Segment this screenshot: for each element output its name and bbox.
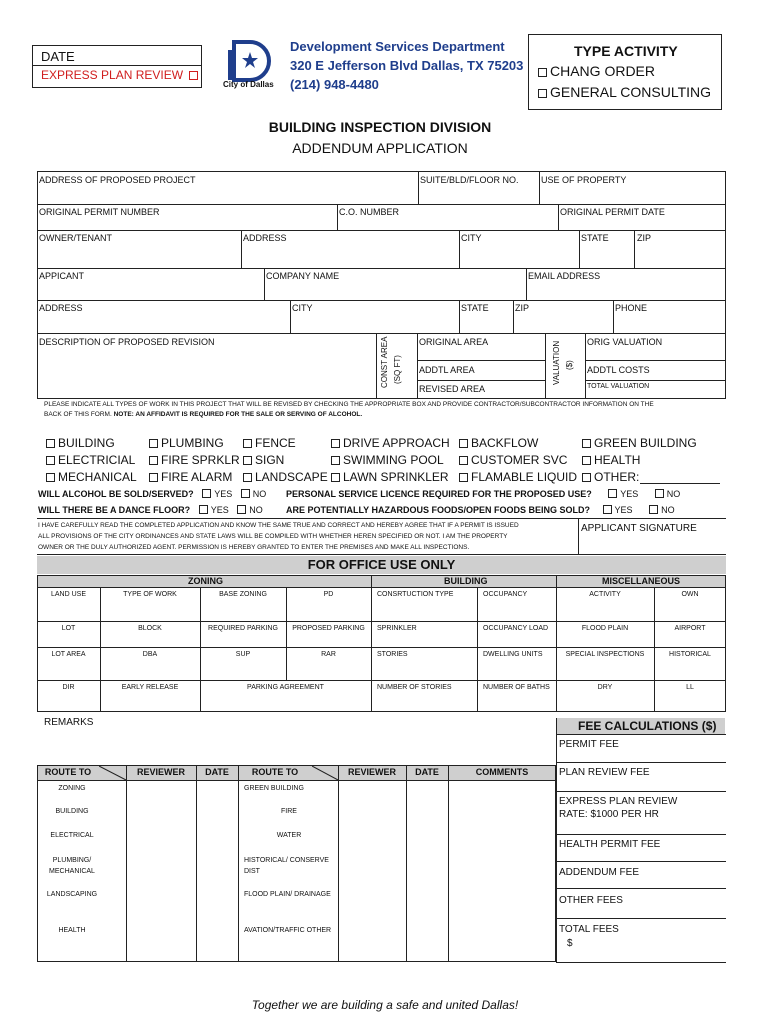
work-type-label: FLAMABLE LIQUID bbox=[471, 470, 578, 484]
division-title: BUILDING INSPECTION DIVISION bbox=[268, 119, 492, 135]
office-field[interactable]: REQUIRED PARKING bbox=[208, 625, 278, 632]
work-type-label: PLUMBING bbox=[161, 436, 224, 450]
email-address-field[interactable]: EMAIL ADDRESS bbox=[528, 271, 601, 281]
work-type-option[interactable] bbox=[46, 436, 115, 450]
general-consulting-label: GENERAL CONSULTING bbox=[550, 84, 712, 100]
office-field[interactable]: NUMBER OF BATHS bbox=[483, 684, 550, 691]
work-type-option[interactable] bbox=[46, 470, 137, 484]
route-to-item: ZONING bbox=[58, 785, 86, 792]
work-type-label: LAWN SPRINKLER bbox=[343, 470, 449, 484]
office-field[interactable]: SPECIAL INSPECTIONS bbox=[565, 651, 645, 658]
affidavit-note: NOTE: AN AFFIDAVIT IS REQUIRED FOR THE SALE OR SERVING OF ALCOHOL. bbox=[113, 411, 363, 418]
alcohol-question: WILL ALCOHOL BE SOLD/SERVED? bbox=[38, 489, 194, 499]
work-type-checkbox[interactable] bbox=[46, 456, 55, 465]
work-type-label: MECHANICAL bbox=[58, 470, 137, 484]
office-use-title: FOR OFFICE USE ONLY bbox=[307, 557, 456, 572]
dept-address: 320 E Jefferson Blvd Dallas, TX 75203 bbox=[290, 58, 524, 73]
office-field[interactable]: AIRPORT bbox=[674, 625, 706, 632]
route-diagonal-left bbox=[99, 766, 126, 780]
office-field[interactable]: DIR bbox=[62, 684, 75, 691]
dance-question-row bbox=[38, 505, 263, 515]
office-field[interactable]: OCCUPANCY bbox=[483, 591, 528, 598]
owner-tenant-field[interactable]: OWNER/TENANT bbox=[39, 233, 112, 243]
office-field[interactable]: PROPOSED PARKING bbox=[292, 625, 365, 632]
alcohol-question-row bbox=[38, 489, 266, 499]
type-general-consulting-option[interactable] bbox=[538, 84, 711, 100]
work-type-checkbox[interactable] bbox=[331, 439, 340, 448]
work-type-label: FIRE SPRKLR bbox=[161, 453, 240, 467]
work-type-option[interactable] bbox=[459, 436, 538, 450]
other-blank-line bbox=[640, 483, 720, 484]
instructions-line1: PLEASE INDICATE ALL TYPES OF WORK IN THIS PROJECT THAT WILL BE REVISED BY CHECKING THE APPROPRIATE BOX AND PROVIDE CONTRACTOR/SUBCONTRACTOR INFORMATION ON THE bbox=[44, 401, 654, 408]
total-fees-dollar: $ bbox=[567, 938, 573, 949]
office-field[interactable]: FLOOD PLAIN bbox=[581, 625, 629, 632]
dance-no-label: NO bbox=[249, 505, 263, 515]
work-type-label: SIGN bbox=[255, 453, 285, 467]
change-order-checkbox[interactable] bbox=[538, 68, 547, 77]
route-to-item: FIRE bbox=[281, 808, 297, 815]
work-type-checkbox[interactable] bbox=[46, 439, 55, 448]
work-type-checkbox[interactable] bbox=[459, 439, 468, 448]
work-type-option[interactable] bbox=[582, 453, 640, 467]
foods-yes-checkbox[interactable] bbox=[603, 505, 612, 514]
original-area-field[interactable]: ORIGINAL AREA bbox=[419, 337, 489, 347]
applicant-city-field[interactable]: CITY bbox=[292, 303, 313, 313]
plan-review-fee-field[interactable]: PLAN REVIEW FEE bbox=[559, 767, 650, 778]
dance-yes-label: YES bbox=[210, 505, 229, 515]
routing-header: REVIEWER bbox=[347, 767, 396, 777]
route-to-item: GREEN BUILDING bbox=[244, 785, 304, 792]
alcohol-yes-label: YES bbox=[214, 489, 233, 499]
footer-slogan: Together we are building a safe and united Dallas! bbox=[251, 998, 519, 1012]
work-type-label: LANDSCAPE bbox=[255, 470, 328, 484]
use-of-property-field[interactable]: USE OF PROPERTY bbox=[541, 175, 627, 185]
express-plan-review-fee[interactable]: EXPRESS PLAN REVIEW bbox=[559, 796, 678, 807]
route-to-item: LANDSCAPING bbox=[46, 891, 98, 898]
instructions-line2 bbox=[44, 411, 362, 418]
routing-header: DATE bbox=[415, 767, 439, 777]
express-checkbox[interactable] bbox=[189, 71, 198, 80]
office-field[interactable]: PARKING AGREEMENT bbox=[247, 684, 324, 691]
work-type-label: FIRE ALARM bbox=[161, 470, 233, 484]
routing-header: DATE bbox=[205, 767, 229, 777]
office-field[interactable]: LOT bbox=[61, 625, 76, 632]
work-type-checkbox[interactable] bbox=[149, 439, 158, 448]
licence-yes-checkbox[interactable] bbox=[608, 489, 617, 498]
change-order-label: CHANG ORDER bbox=[550, 63, 656, 79]
work-type-label: GREEN BUILDING bbox=[594, 436, 697, 450]
office-field[interactable]: SUP bbox=[235, 651, 251, 658]
route-to-item: FLOOD PLAIN/ DRAINAGE bbox=[244, 891, 331, 898]
routing-header: ROUTE TO bbox=[44, 767, 92, 777]
work-type-checkbox[interactable] bbox=[459, 473, 468, 482]
work-type-option[interactable] bbox=[149, 470, 232, 484]
foods-yes-label: YES bbox=[614, 505, 633, 515]
addtl-area-field[interactable]: ADDTL AREA bbox=[419, 365, 475, 375]
foods-question: ARE POTENTIALLY HAZARDOUS FOODS/OPEN FOODS BEING SOLD? bbox=[286, 505, 591, 515]
route-to-item: ELECTRICAL bbox=[50, 832, 94, 839]
routing-header: COMMENTS bbox=[475, 767, 529, 777]
foods-no-label: NO bbox=[661, 505, 675, 515]
route-to-item: PLUMBING/ MECHANICAL bbox=[49, 857, 95, 875]
instructions-back: BACK OF THIS FORM. bbox=[44, 411, 112, 418]
work-type-option[interactable] bbox=[331, 470, 449, 484]
work-type-option[interactable] bbox=[243, 453, 284, 467]
work-type-checkbox[interactable] bbox=[243, 456, 252, 465]
owner-city-field[interactable]: CITY bbox=[461, 233, 482, 243]
work-type-checkbox[interactable] bbox=[243, 473, 252, 482]
form-title: ADDENDUM APPLICATION bbox=[292, 140, 468, 156]
work-type-label: ELECTRICIAL bbox=[58, 453, 136, 467]
dance-yes-checkbox[interactable] bbox=[199, 505, 208, 514]
routing-header: ROUTE TO bbox=[251, 767, 299, 777]
building-header: BUILDING bbox=[444, 576, 488, 586]
addendum-fee-field[interactable]: ADDENDUM FEE bbox=[559, 867, 640, 878]
work-type-label: HEALTH bbox=[594, 453, 641, 467]
work-type-label: CUSTOMER SVC bbox=[471, 453, 568, 467]
health-permit-fee-field[interactable]: HEALTH PERMIT FEE bbox=[559, 839, 661, 850]
work-type-option[interactable] bbox=[331, 453, 444, 467]
work-type-option[interactable] bbox=[331, 436, 450, 450]
applicant-zip-field[interactable]: ZIP bbox=[515, 303, 530, 313]
route-to-item: BUILDING bbox=[55, 808, 89, 815]
work-type-option[interactable] bbox=[46, 453, 135, 467]
dance-question: WILL THERE BE A DANCE FLOOR? bbox=[38, 505, 191, 515]
original-permit-date-field[interactable]: ORIGINAL PERMIT DATE bbox=[560, 207, 665, 217]
work-type-label: FENCE bbox=[255, 436, 296, 450]
type-change-order-option[interactable] bbox=[538, 63, 655, 79]
applicant-state-field[interactable]: STATE bbox=[461, 303, 489, 313]
permit-fee-field[interactable]: PERMIT FEE bbox=[559, 739, 619, 750]
const-area-unit: (SQ FT) bbox=[393, 355, 402, 384]
express-label: EXPRESS PLAN REVIEW bbox=[41, 68, 184, 82]
alcohol-no-checkbox[interactable] bbox=[241, 489, 250, 498]
office-field[interactable]: DBA bbox=[142, 651, 158, 658]
work-type-option[interactable] bbox=[149, 453, 240, 467]
work-type-checkbox[interactable] bbox=[331, 456, 340, 465]
work-type-label: BUILDING bbox=[58, 436, 115, 450]
licence-question: PERSONAL SERVICE LICENCE REQUIRED FOR THE PROPOSED USE? bbox=[286, 489, 592, 499]
office-field[interactable]: BLOCK bbox=[138, 625, 162, 632]
foods-no-checkbox[interactable] bbox=[649, 505, 658, 514]
office-field[interactable]: LL bbox=[686, 684, 694, 691]
office-field[interactable]: NUMBER OF STORIES bbox=[377, 684, 452, 691]
applicant-address-field[interactable]: ADDRESS bbox=[39, 303, 83, 313]
alcohol-yes-checkbox[interactable] bbox=[202, 489, 211, 498]
route-diagonal-right bbox=[312, 766, 338, 780]
work-type-checkbox[interactable] bbox=[459, 456, 468, 465]
owner-address-field[interactable]: ADDRESS bbox=[243, 233, 287, 243]
office-field[interactable]: CONSRTUCTION TYPE bbox=[377, 591, 454, 598]
office-field[interactable]: BASE ZONING bbox=[219, 591, 267, 598]
licence-yes-label: YES bbox=[620, 489, 639, 499]
total-valuation-field[interactable]: TOTAL VALUATION bbox=[587, 383, 650, 390]
certification-line3: OWNER OR THE DULY AUTHORIZED AGENT. PERMISSION IS HEREBY GRANTED TO ENTER THE PREMISES AND MAKE ALL INSPECTIONS. bbox=[38, 544, 470, 551]
co-number-field[interactable]: C.O. NUMBER bbox=[339, 207, 400, 217]
company-name-field[interactable]: COMPANY NAME bbox=[266, 271, 340, 281]
original-permit-number-field[interactable]: ORIGINAL PERMIT NUMBER bbox=[39, 207, 160, 217]
office-field[interactable]: RAR bbox=[321, 651, 336, 658]
owner-state-field[interactable]: STATE bbox=[581, 233, 609, 243]
dept-name: Development Services Department bbox=[290, 39, 505, 54]
work-type-checkbox[interactable] bbox=[582, 439, 591, 448]
licence-no-checkbox[interactable] bbox=[655, 489, 664, 498]
route-to-item: WATER bbox=[276, 832, 302, 839]
work-type-checkbox[interactable] bbox=[149, 473, 158, 482]
certification-line2: ALL PROVISIONS OF THE CITY ORDINANCES AND STATE LAWS WILL BE COMPILED WITH WHETHER HEREN SPECIFIED OR NOT. I AM THE PROPERTY bbox=[38, 533, 508, 540]
work-type-checkbox[interactable] bbox=[243, 439, 252, 448]
route-to-item: AVATION/TRAFFIC OTHER bbox=[244, 927, 332, 934]
type-activity-title: TYPE ACTIVITY bbox=[574, 43, 678, 59]
fee-calculations-title: FEE CALCULATIONS ($) bbox=[578, 719, 717, 733]
office-field[interactable]: OCCUPANCY LOAD bbox=[483, 625, 549, 632]
applicant-field[interactable]: APPICANT bbox=[39, 271, 85, 281]
remarks-field[interactable]: REMARKS bbox=[44, 717, 94, 728]
office-field[interactable]: OWN bbox=[681, 591, 699, 598]
work-type-option[interactable] bbox=[243, 470, 328, 484]
work-type-checkbox[interactable] bbox=[149, 456, 158, 465]
office-field[interactable]: DRY bbox=[597, 684, 613, 691]
licence-question-row bbox=[286, 489, 680, 499]
addtl-costs-field[interactable]: ADDTL COSTS bbox=[587, 365, 650, 375]
const-area-label: CONST AREA bbox=[380, 336, 389, 388]
work-type-checkbox[interactable] bbox=[582, 456, 591, 465]
office-field[interactable]: SPRINKLER bbox=[377, 625, 417, 632]
valuation-unit: ($) bbox=[565, 360, 574, 370]
owner-zip-field[interactable]: ZIP bbox=[637, 233, 652, 243]
other-fees-field[interactable]: OTHER FEES bbox=[559, 895, 623, 906]
route-to-item: HISTORICAL/ CONSERVE DIST bbox=[244, 857, 329, 875]
work-type-checkbox[interactable] bbox=[331, 473, 340, 482]
work-type-option[interactable] bbox=[582, 470, 639, 484]
work-type-option[interactable] bbox=[243, 436, 296, 450]
work-type-option[interactable] bbox=[149, 436, 224, 450]
work-type-option[interactable] bbox=[459, 470, 577, 484]
general-consulting-checkbox[interactable] bbox=[538, 89, 547, 98]
foods-question-row bbox=[286, 505, 675, 515]
date-label: DATE bbox=[41, 49, 75, 64]
orig-valuation-field[interactable]: ORIG VALUATION bbox=[587, 337, 663, 347]
work-type-option[interactable] bbox=[459, 453, 567, 467]
address-of-project-field[interactable]: ADDRESS OF PROPOSED PROJECT bbox=[39, 175, 196, 185]
office-field[interactable]: LAND USE bbox=[50, 591, 86, 598]
description-field[interactable]: DESCRIPTION OF PROPOSED REVISION bbox=[39, 337, 215, 347]
zoning-header: ZONING bbox=[188, 576, 223, 586]
office-field[interactable]: LOT AREA bbox=[51, 651, 86, 658]
work-type-label: SWIMMING POOL bbox=[343, 453, 444, 467]
work-type-checkbox[interactable] bbox=[582, 473, 591, 482]
work-type-label: OTHER: bbox=[594, 470, 640, 484]
suite-field[interactable]: SUITE/BLD/FLOOR NO. bbox=[420, 175, 519, 185]
applicant-signature-field[interactable]: APPLICANT SIGNATURE bbox=[581, 523, 697, 534]
office-field[interactable]: HISTORICAL bbox=[669, 651, 711, 658]
office-field[interactable]: STORIES bbox=[377, 651, 408, 658]
dance-no-checkbox[interactable] bbox=[237, 505, 246, 514]
applicant-phone-field[interactable]: PHONE bbox=[615, 303, 648, 313]
express-plan-review-option[interactable] bbox=[41, 68, 201, 82]
route-to-item: HEALTH bbox=[58, 927, 86, 934]
total-fees-field[interactable]: TOTAL FEES bbox=[559, 924, 619, 935]
work-type-checkbox[interactable] bbox=[46, 473, 55, 482]
office-field[interactable]: TYPE OF WORK bbox=[123, 591, 177, 598]
office-field[interactable]: DWELLING UNITS bbox=[483, 651, 543, 658]
dept-phone: (214) 948-4480 bbox=[290, 77, 379, 92]
office-field[interactable]: EARLY RELEASE bbox=[121, 684, 179, 691]
misc-header: MISCELLANEOUS bbox=[602, 576, 681, 586]
licence-no-label: NO bbox=[666, 489, 681, 499]
office-field[interactable]: PD bbox=[323, 591, 334, 598]
office-field[interactable]: ACTIVITY bbox=[589, 591, 621, 598]
revised-area-field[interactable]: REVISED AREA bbox=[419, 384, 486, 394]
logo-caption: City of Dallas bbox=[223, 80, 274, 89]
work-type-label: BACKFLOW bbox=[471, 436, 539, 450]
valuation-label: VALUATION bbox=[552, 340, 561, 385]
work-type-label: DRIVE APPROACH bbox=[343, 436, 450, 450]
express-rate: RATE: $1000 PER HR bbox=[559, 809, 659, 820]
routing-header: REVIEWER bbox=[136, 767, 185, 777]
certification-line1: I HAVE CAREFULLY READ THE COMPLETED APPLICATION AND KNOW THE SAME TRUE AND CORRECT AND HEREBY AGREE THAT IF A PERMIT IS ISSUED bbox=[38, 522, 519, 529]
alcohol-no-label: NO bbox=[252, 489, 267, 499]
work-type-option[interactable] bbox=[582, 436, 697, 450]
